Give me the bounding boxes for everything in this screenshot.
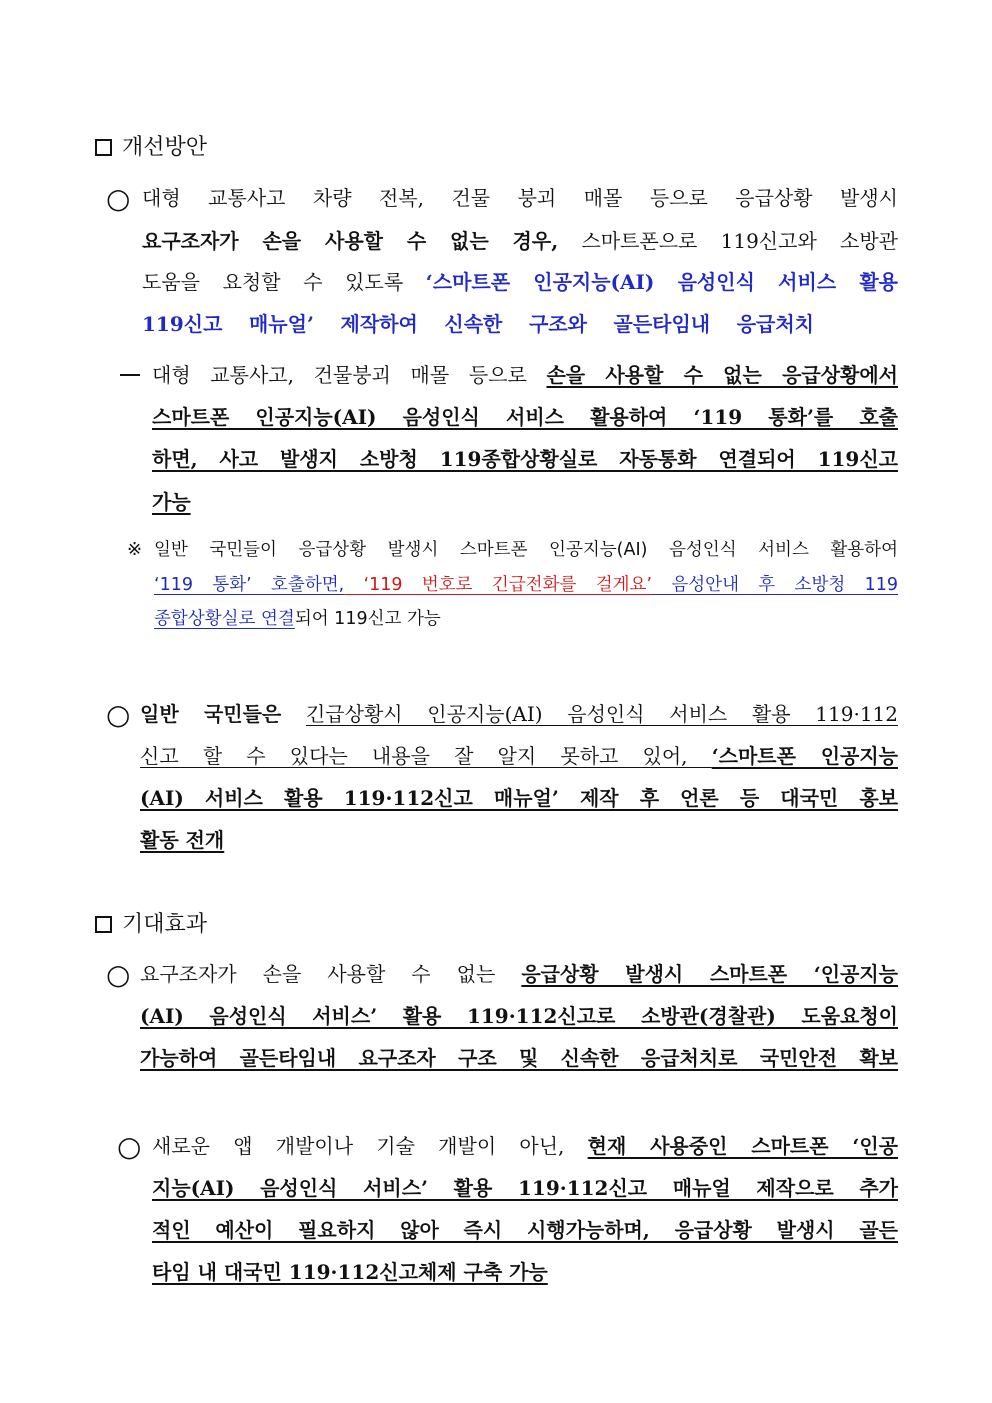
square-box-icon	[95, 139, 112, 156]
text-line: (AI) 서비스 활용 119·112신고 매뉴얼’ 제작 후 언론 등 대국민 홍보	[140, 786, 898, 810]
text-line: 요구조자가 손을 사용할 수 없는 경우, 스마트폰으로 119신고와 소방관	[142, 229, 899, 253]
text-line: 가능하여 골든타임내 요구조자 구조 및 신속한 응급처치로 국민안전 확보	[140, 1046, 898, 1070]
text-line: 적인 예산이 필요하지 않아 즉시 시행가능하며, 응급상황 발생시 골든	[152, 1218, 898, 1242]
section-heading-effect	[95, 910, 207, 940]
circle-bullet-icon: ○	[106, 958, 131, 991]
section-heading-plan	[95, 133, 207, 163]
section-title: 개선방안	[122, 135, 208, 160]
reference-mark-icon: ※	[127, 539, 143, 560]
text-line: 요구조자가 손을 사용할 수 없는 응급상황 발생시 스마트폰 ‘인공지능	[140, 962, 899, 986]
text-line: 가능	[152, 490, 191, 514]
em-dash-icon	[120, 374, 140, 376]
text-line: 일반 국민들이 응급상황 발생시 스마트폰 인공지능(AI) 음성인식 서비스 활용하여	[154, 540, 898, 560]
text-line: 도움을 요청할 수 있도록 ‘스마트폰 인공지능(AI) 음성인식 서비스 활용	[142, 270, 898, 294]
circle-bullet-icon: ○	[117, 1130, 142, 1163]
text-line: 하면, 사고 발생지 소방청 119종합상황실로 자동통화 연결되어 119신고	[152, 447, 898, 471]
text-line: ‘119 통화’ 호출하면, ‘119 번호로 긴급전화를 걸게요’ 음성안내 후 소방청 119	[154, 575, 898, 595]
text-line: 활동 전개	[140, 828, 225, 852]
text-line: 타임 내 대국민 119·112신고체제 구축 가능	[152, 1260, 548, 1284]
text-line: 119신고 매뉴얼’ 제작하여 신속한 구조와 골든타임내 응급처치	[142, 312, 814, 336]
circle-bullet-icon: ○	[106, 698, 131, 731]
square-box-icon	[95, 916, 112, 933]
text-line: 지능(AI) 음성인식 서비스’ 활용 119·112신고 매뉴얼 제작으로 추가	[152, 1176, 898, 1200]
text-line: 스마트폰 인공지능(AI) 음성인식 서비스 활용하여 ‘119 통화’를 호출	[152, 405, 898, 429]
text-line: 종합상황실로 연결되어 119신고 가능	[154, 609, 441, 629]
text-line: (AI) 음성인식 서비스’ 활용 119·112신고로 소방관(경찰관) 도움요청이	[140, 1004, 898, 1028]
text-line: 신고 할 수 있다는 내용을 잘 알지 못하고 있어, ‘스마트폰 인공지능	[140, 744, 898, 768]
section-title: 기대효과	[122, 912, 208, 937]
text-line: 새로운 앱 개발이나 기술 개발이 아닌, 현재 사용중인 스마트폰 ‘인공	[152, 1134, 898, 1158]
text-line: 대형 교통사고, 건물붕괴 매몰 등으로 손을 사용할 수 없는 응급상황에서	[152, 363, 898, 387]
text-line: 대형 교통사고 차량 전복, 건물 붕괴 매몰 등으로 응급상황 발생시	[142, 186, 898, 210]
text-line: 일반 국민들은 긴급상황시 인공지능(AI) 음성인식 서비스 활용 119·112	[140, 702, 899, 726]
circle-bullet-icon: ○	[106, 182, 131, 215]
